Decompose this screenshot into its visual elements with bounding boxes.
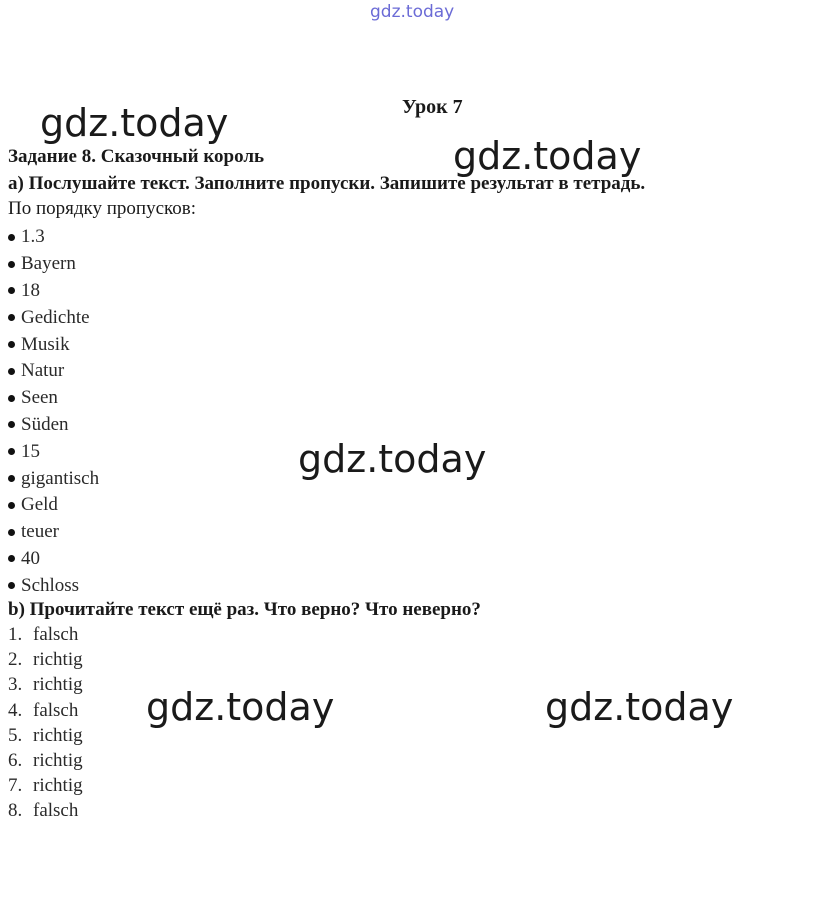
answer-text: richtig bbox=[33, 724, 83, 746]
bullet-icon bbox=[8, 234, 15, 241]
list-item bbox=[8, 699, 83, 724]
list-item bbox=[8, 648, 83, 673]
list-item bbox=[8, 724, 83, 749]
list-item bbox=[6, 412, 99, 439]
bullet-icon bbox=[8, 502, 15, 509]
answer-text: falsch bbox=[33, 800, 79, 822]
list-item bbox=[6, 572, 99, 599]
answer-number: 6. bbox=[8, 749, 23, 771]
list-item-text: Natur bbox=[21, 360, 65, 382]
list-item bbox=[6, 546, 99, 573]
list-item bbox=[6, 492, 99, 519]
answer-number: 5. bbox=[8, 724, 23, 746]
list-item-text: gigantisch bbox=[21, 467, 100, 489]
bullet-icon bbox=[8, 395, 15, 402]
answer-number: 7. bbox=[8, 775, 23, 797]
list-item-text: Süden bbox=[21, 413, 69, 435]
answer-text: falsch bbox=[33, 699, 79, 721]
bullet-icon bbox=[8, 582, 15, 589]
list-item bbox=[6, 519, 99, 546]
list-item bbox=[6, 278, 99, 305]
answer-number: 1. bbox=[8, 624, 23, 645]
list-item bbox=[6, 358, 99, 385]
answer-number: 3. bbox=[8, 674, 23, 696]
bullet-icon bbox=[8, 368, 15, 375]
answer-number: 4. bbox=[8, 699, 23, 721]
answer-text: falsch bbox=[33, 624, 79, 645]
list-item bbox=[6, 251, 99, 278]
answer-number: 2. bbox=[8, 649, 23, 671]
watermark-1: gdz.today bbox=[40, 101, 229, 145]
list-item-text: Geld bbox=[21, 494, 58, 516]
bullet-icon bbox=[8, 421, 15, 428]
watermark-5: gdz.today bbox=[545, 685, 734, 729]
bullet-icon bbox=[8, 314, 15, 321]
list-item-text: Gedichte bbox=[21, 306, 90, 328]
list-item bbox=[8, 673, 83, 698]
bullet-icon bbox=[8, 287, 15, 294]
answer-text: richtig bbox=[33, 649, 83, 671]
list-item bbox=[6, 465, 99, 492]
answer-text: richtig bbox=[33, 775, 83, 797]
list-item-text: Musik bbox=[21, 333, 70, 355]
list-item-text: 15 bbox=[21, 440, 40, 462]
list-item bbox=[6, 224, 99, 251]
bullet-icon bbox=[8, 475, 15, 482]
list-item bbox=[8, 799, 83, 824]
list-item-text: 18 bbox=[21, 279, 40, 301]
list-item-text: teuer bbox=[21, 521, 59, 543]
list-item bbox=[8, 749, 83, 774]
answer-number: 8. bbox=[8, 800, 23, 822]
part-a-intro: По порядку пропусков: bbox=[8, 198, 197, 219]
watermark-2: gdz.today bbox=[453, 134, 642, 178]
top-watermark: gdz.today bbox=[370, 2, 455, 22]
bullet-icon bbox=[8, 529, 15, 536]
bullet-icon bbox=[8, 341, 15, 348]
bullet-icon bbox=[8, 555, 15, 562]
gap-answers-list bbox=[6, 224, 99, 599]
list-item-text: Schloss bbox=[21, 574, 80, 596]
list-item bbox=[6, 438, 99, 465]
answer-text: richtig bbox=[33, 674, 83, 696]
list-item bbox=[8, 623, 83, 648]
list-item-text: 40 bbox=[21, 547, 40, 569]
part-a-heading: а) Послушайте текст. Заполните пропуски. Запишите результат в тетрадь. bbox=[8, 173, 646, 194]
list-item bbox=[8, 774, 83, 799]
list-item bbox=[6, 331, 99, 358]
list-item bbox=[6, 304, 99, 331]
answer-text: richtig bbox=[33, 749, 83, 771]
true-false-list bbox=[8, 623, 83, 825]
bullet-icon bbox=[8, 448, 15, 455]
list-item-text: Seen bbox=[21, 387, 58, 409]
part-b-heading: b) Прочитайте текст ещё раз. Что верно? Что неверно? bbox=[8, 599, 481, 620]
watermark-4: gdz.today bbox=[146, 685, 335, 729]
lesson-title: Урок 7 bbox=[402, 96, 463, 118]
watermark-3: gdz.today bbox=[298, 437, 487, 481]
bullet-icon bbox=[8, 261, 15, 268]
task-title: Задание 8. Сказочный король bbox=[8, 146, 265, 167]
list-item-text: 1.3 bbox=[21, 226, 45, 248]
list-item-text: Bayern bbox=[21, 253, 76, 275]
list-item bbox=[6, 385, 99, 412]
